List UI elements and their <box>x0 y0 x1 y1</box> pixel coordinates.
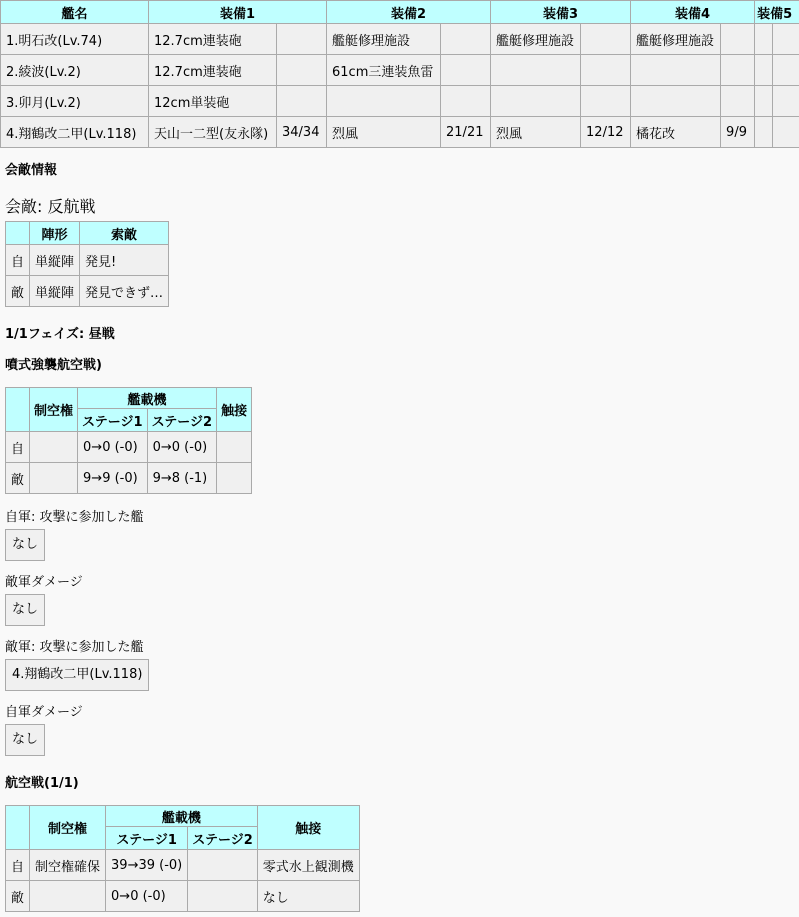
jet-header-row-1 <box>6 388 252 409</box>
equip-3: 艦艇修理施設 <box>491 24 581 55</box>
air-header-row-1 <box>6 806 360 827</box>
result-value: なし <box>5 724 45 756</box>
header-air-control: 制空権 <box>30 388 78 432</box>
contact: 零式水上観測機 <box>257 850 359 881</box>
stage-2 <box>188 850 258 881</box>
equip-4-count <box>721 24 755 55</box>
stage-1: 0→0 (-0) <box>106 881 188 912</box>
search-result: 発見! <box>80 245 169 276</box>
ship-name: 1.明石改(Lv.74) <box>1 24 149 55</box>
stage-1: 9→9 (-0) <box>78 463 148 494</box>
equip-5-count <box>773 24 799 55</box>
table-row <box>1 55 799 86</box>
table-row <box>1 24 799 55</box>
air-control: 制空権確保 <box>30 850 106 881</box>
header-search: 索敵 <box>80 222 169 245</box>
equipment-header-row <box>1 1 799 24</box>
stage-1: 0→0 (-0) <box>78 432 148 463</box>
ship-name: 2.綾波(Lv.2) <box>1 55 149 86</box>
ship-name: 3.卯月(Lv.2) <box>1 86 149 117</box>
equip-3 <box>491 86 581 117</box>
search-result: 発見できず… <box>80 276 169 307</box>
table-row <box>6 463 252 494</box>
side-label: 自 <box>6 432 30 463</box>
formation: 単縦陣 <box>30 276 80 307</box>
equip-1: 12.7cm連装砲 <box>149 24 277 55</box>
equip-2 <box>327 86 441 117</box>
ship-name: 4.翔鶴改二甲(Lv.118) <box>1 117 149 148</box>
equip-3-count: 12/12 <box>581 117 631 148</box>
result-label: 敵軍: 攻撃に参加した艦 <box>5 636 794 655</box>
header-planes: 艦載機 <box>106 806 258 827</box>
header-air-control: 制空権 <box>30 806 106 850</box>
header-equip-2: 装備2 <box>327 1 491 24</box>
equip-1: 天山一二型(友永隊) <box>149 117 277 148</box>
side-label: 自 <box>6 850 30 881</box>
table-row <box>6 850 360 881</box>
equip-3-count <box>581 24 631 55</box>
equip-1-count <box>277 24 327 55</box>
header-formation: 陣形 <box>30 222 80 245</box>
equip-5 <box>755 86 773 117</box>
side-header <box>6 222 30 245</box>
equip-1-count: 34/34 <box>277 117 327 148</box>
side-label: 自 <box>6 245 30 276</box>
encounter-header-row <box>6 222 169 245</box>
phase-title: 1/1フェイズ: 昼戦 <box>5 323 794 342</box>
stage-1: 39→39 (-0) <box>106 850 188 881</box>
formation: 単縦陣 <box>30 245 80 276</box>
result-label: 自軍ダメージ <box>5 701 794 720</box>
air-battle-table <box>5 805 360 912</box>
header-stage-1: ステージ1 <box>78 409 148 432</box>
equip-3: 烈風 <box>491 117 581 148</box>
equip-2-count <box>441 24 491 55</box>
encounter-title: 会敵: 反航戦 <box>5 194 794 217</box>
equip-3 <box>491 55 581 86</box>
equip-1: 12cm単装砲 <box>149 86 277 117</box>
equip-4-count <box>721 86 755 117</box>
encounter-section-title: 会敵情報 <box>5 159 794 178</box>
header-contact: 触接 <box>217 388 252 432</box>
jet-assault-table <box>5 387 252 494</box>
equip-2: 烈風 <box>327 117 441 148</box>
equip-2-count <box>441 55 491 86</box>
equip-1-count <box>277 55 327 86</box>
header-stage-2: ステージ2 <box>147 409 217 432</box>
equipment-table <box>0 0 799 148</box>
table-row <box>6 432 252 463</box>
header-equip-4: 装備4 <box>631 1 755 24</box>
equip-4 <box>631 86 721 117</box>
equip-2-count <box>441 86 491 117</box>
result-label: 敵軍ダメージ <box>5 571 794 590</box>
equip-4 <box>631 55 721 86</box>
equip-5-count <box>773 117 799 148</box>
equip-3-count <box>581 55 631 86</box>
stage-2: 0→0 (-0) <box>147 432 217 463</box>
equip-5-count <box>773 86 799 117</box>
header-equip-5: 装備5 <box>755 1 799 24</box>
air-battle-title: 航空戦(1/1) <box>5 772 794 791</box>
equip-1: 12.7cm連装砲 <box>149 55 277 86</box>
encounter-table <box>5 221 169 307</box>
equip-1-count <box>277 86 327 117</box>
header-contact: 触接 <box>257 806 359 850</box>
header-stage-2: ステージ2 <box>188 827 258 850</box>
side-header <box>6 388 30 432</box>
table-row <box>6 881 360 912</box>
equip-5 <box>755 117 773 148</box>
table-row <box>6 245 169 276</box>
result-label: 自軍: 攻撃に参加した艦 <box>5 506 794 525</box>
contact <box>217 463 252 494</box>
contact <box>217 432 252 463</box>
side-label: 敵 <box>6 463 30 494</box>
equip-2: 艦艇修理施設 <box>327 24 441 55</box>
jet-assault-title: 噴式強襲航空戦) <box>5 354 794 373</box>
equip-5-count <box>773 55 799 86</box>
equip-4-count <box>721 55 755 86</box>
side-header <box>6 806 30 850</box>
equip-2-count: 21/21 <box>441 117 491 148</box>
header-equip-1: 装備1 <box>149 1 327 24</box>
equip-4: 橘花改 <box>631 117 721 148</box>
table-row <box>6 276 169 307</box>
result-value: なし <box>5 594 45 626</box>
equip-2: 61cm三連装魚雷 <box>327 55 441 86</box>
side-label: 敵 <box>6 881 30 912</box>
air-control <box>30 463 78 494</box>
equip-4: 艦艇修理施設 <box>631 24 721 55</box>
equip-4-count: 9/9 <box>721 117 755 148</box>
header-stage-1: ステージ1 <box>106 827 188 850</box>
stage-2 <box>188 881 258 912</box>
equip-3-count <box>581 86 631 117</box>
air-control <box>30 432 78 463</box>
result-value: 4.翔鶴改二甲(Lv.118) <box>5 659 149 691</box>
contact: なし <box>257 881 359 912</box>
result-value: なし <box>5 529 45 561</box>
header-ship-name: 艦名 <box>1 1 149 24</box>
equip-5 <box>755 24 773 55</box>
equip-5 <box>755 55 773 86</box>
air-control <box>30 881 106 912</box>
side-label: 敵 <box>6 276 30 307</box>
table-row <box>1 86 799 117</box>
stage-2: 9→8 (-1) <box>147 463 217 494</box>
table-row <box>1 117 799 148</box>
header-planes: 艦載機 <box>78 388 217 409</box>
header-equip-3: 装備3 <box>491 1 631 24</box>
